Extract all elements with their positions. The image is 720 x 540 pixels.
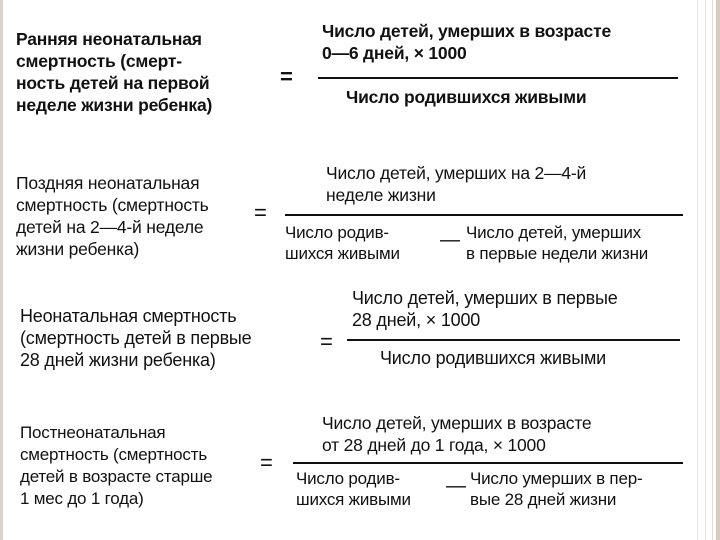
formula-label: Поздняя неонатальная смертность (смертность детей на 2—4-й неделе жизни ребенка) bbox=[16, 173, 209, 259]
numerator: Число детей, умерших на 2—4-й неделе жизни bbox=[326, 163, 587, 205]
minus-sign: — bbox=[446, 475, 466, 497]
right-edge-line bbox=[705, 0, 706, 540]
numerator: Число детей, умерших в возрасте 0—6 дней, × 1000 bbox=[322, 21, 611, 63]
fraction-bar bbox=[293, 462, 683, 464]
numerator: Число детей, умерших в возрасте от 28 дней до 1 года, × 1000 bbox=[322, 413, 592, 455]
fraction-bar bbox=[318, 77, 678, 79]
equals-sign: = bbox=[280, 64, 293, 89]
denominator-right: Число детей, умерших в первые недели жизни bbox=[466, 223, 649, 263]
equals-sign: = bbox=[260, 450, 273, 475]
fraction-bar bbox=[285, 214, 683, 216]
numerator: Число детей, умерших в первые 28 дней, × 1000 bbox=[352, 288, 618, 330]
equals-sign: = bbox=[254, 200, 267, 225]
fraction-bar bbox=[347, 339, 680, 341]
formula-early-neonatal bbox=[0, 0, 700, 150]
right-edge-line bbox=[712, 0, 713, 540]
denominator-left: Число родив- шихся живыми bbox=[285, 223, 400, 263]
formula-postneonatal bbox=[0, 400, 700, 540]
minus-sign: — bbox=[440, 229, 460, 251]
formula-label: Ранняя неонатальная смертность (смерт- ность детей на первой неделе жизни ребенка) bbox=[16, 29, 213, 115]
equals-sign: = bbox=[320, 329, 333, 354]
denominator-left: Число родив- шихся живыми bbox=[296, 469, 411, 509]
formula-label: Постнеонатальная смертность (смертность детей в возрасте старше 1 мес до 1 года) bbox=[20, 423, 213, 508]
denominator: Число родившихся живыми bbox=[380, 348, 606, 368]
denominator-right: Число умерших в пер- вые 28 дней жизни bbox=[470, 469, 643, 509]
right-edge-decoration bbox=[716, 0, 720, 540]
denominator: Число родившихся живыми bbox=[346, 87, 587, 107]
formula-late-neonatal bbox=[0, 150, 700, 275]
formula-neonatal bbox=[0, 275, 700, 400]
formula-label: Неонатальная смертность (смертность детей в первые 28 дней жизни ребенка) bbox=[20, 306, 252, 370]
